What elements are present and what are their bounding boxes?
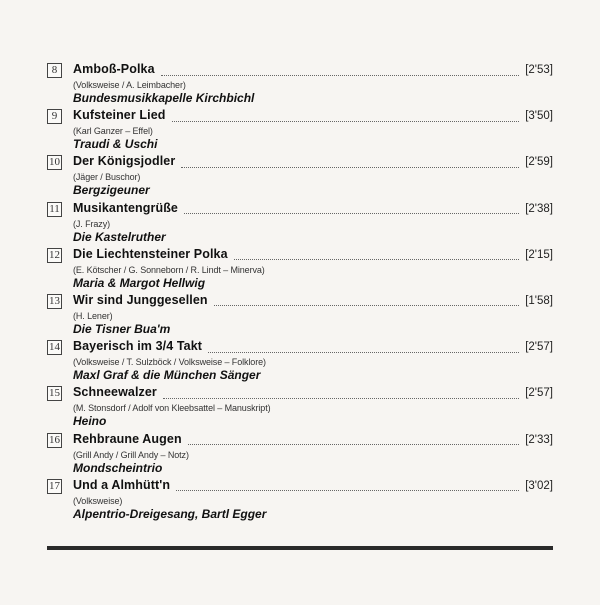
track-artist: Alpentrio-Dreigesang, Bartl Egger xyxy=(73,506,267,521)
track-credits: (J. Frazy) xyxy=(73,218,110,229)
track-title: Rehbraune Augen xyxy=(73,431,182,446)
track-number: 15 xyxy=(49,387,60,400)
track-duration: [2'38] xyxy=(525,202,553,215)
track-duration: [3'50] xyxy=(525,110,553,123)
track-row xyxy=(47,339,553,385)
track-title-line xyxy=(73,154,553,172)
track-duration: [1'58] xyxy=(525,294,553,307)
track-duration: [2'57] xyxy=(525,387,553,400)
dot-leader xyxy=(172,121,520,122)
track-title: Bayerisch im 3/4 Takt xyxy=(73,339,203,354)
track-duration: [2'15] xyxy=(525,248,553,261)
track-credits: (Jäger / Buschor) xyxy=(73,172,141,183)
track-number: 12 xyxy=(49,248,60,261)
dot-leader xyxy=(161,75,520,76)
track-duration: [2'57] xyxy=(525,341,553,354)
track-number: 11 xyxy=(47,202,62,217)
track-title-line xyxy=(73,62,553,80)
track-credits: (M. Stonsdorf / Adolf von Kleebsattel – Manuskript) xyxy=(73,403,271,414)
track-row xyxy=(47,385,553,431)
track-artist: Heino xyxy=(73,414,107,429)
dot-leader xyxy=(181,167,519,168)
track-title-line xyxy=(73,201,553,219)
dot-leader xyxy=(208,352,519,353)
track-number: 13 xyxy=(49,294,60,307)
dot-leader xyxy=(214,305,520,306)
track-credits: (Volksweise / T. Sulzböck / Volksweise – Folklore) xyxy=(73,357,266,368)
track-number: 14 xyxy=(49,341,60,354)
track-credits: (Grill Andy / Grill Andy – Notz) xyxy=(73,449,189,460)
track-title: Und a Almhütt'n xyxy=(73,477,171,492)
track-row xyxy=(47,478,553,524)
track-title: Amboß-Polka xyxy=(73,62,155,76)
track-title-line xyxy=(73,108,553,126)
track-number: 9 xyxy=(47,109,62,124)
track-title-line xyxy=(73,478,553,496)
track-title: Der Königsjodler xyxy=(73,154,176,169)
track-row xyxy=(47,293,553,339)
track-artist: Maria & Margot Hellwig xyxy=(73,275,206,290)
bottom-rule xyxy=(47,546,553,550)
tracklist xyxy=(47,62,553,524)
track-artist: Mondscheintrio xyxy=(73,460,163,475)
track-credits: (E. Kötscher / G. Sonneborn / R. Lindt – Minerva) xyxy=(73,264,265,275)
track-title: Die Liechtensteiner Polka xyxy=(73,246,228,261)
dot-leader xyxy=(176,490,519,491)
track-title-line xyxy=(73,432,553,450)
track-title-line xyxy=(73,247,553,265)
track-artist: Die Kastelruther xyxy=(73,229,166,244)
track-duration: [3'02] xyxy=(525,479,553,492)
track-credits: (Karl Ganzer – Effel) xyxy=(73,126,153,137)
track-title-line xyxy=(73,385,553,403)
track-artist: Maxl Graf & die München Sänger xyxy=(73,368,261,383)
track-row xyxy=(47,432,553,478)
track-number: 16 xyxy=(49,433,60,446)
dot-leader xyxy=(163,398,519,399)
track-artist: Die Tisner Bua'm xyxy=(73,321,171,336)
track-duration: [2'53] xyxy=(525,64,553,76)
track-title: Musikantengrüße xyxy=(73,200,178,215)
track-number: 8 xyxy=(47,63,62,78)
track-credits: (H. Lener) xyxy=(73,310,113,321)
track-number: 10 xyxy=(49,156,60,169)
track-number: 17 xyxy=(49,479,60,492)
dot-leader xyxy=(188,444,520,445)
dot-leader xyxy=(184,213,519,214)
track-row xyxy=(47,154,553,200)
track-title-line xyxy=(73,339,553,357)
track-artist: Traudi & Uschi xyxy=(73,137,158,152)
track-credits: (Volksweise) xyxy=(73,495,123,506)
track-title: Kufsteiner Lied xyxy=(73,108,166,123)
track-artist: Bundesmusikkapelle Kirchbichl xyxy=(73,91,255,105)
track-credits: (Volksweise / A. Leimbacher) xyxy=(73,80,186,90)
track-title: Wir sind Junggesellen xyxy=(73,292,208,307)
track-title: Schneewalzer xyxy=(73,385,157,400)
dot-leader xyxy=(234,259,520,260)
track-row xyxy=(47,108,553,154)
track-row xyxy=(47,62,553,108)
track-artist: Bergzigeuner xyxy=(73,183,150,198)
track-row xyxy=(47,247,553,293)
track-duration: [2'59] xyxy=(525,156,553,169)
track-row xyxy=(47,201,553,247)
track-duration: [2'33] xyxy=(525,433,553,446)
track-title-line xyxy=(73,293,553,311)
